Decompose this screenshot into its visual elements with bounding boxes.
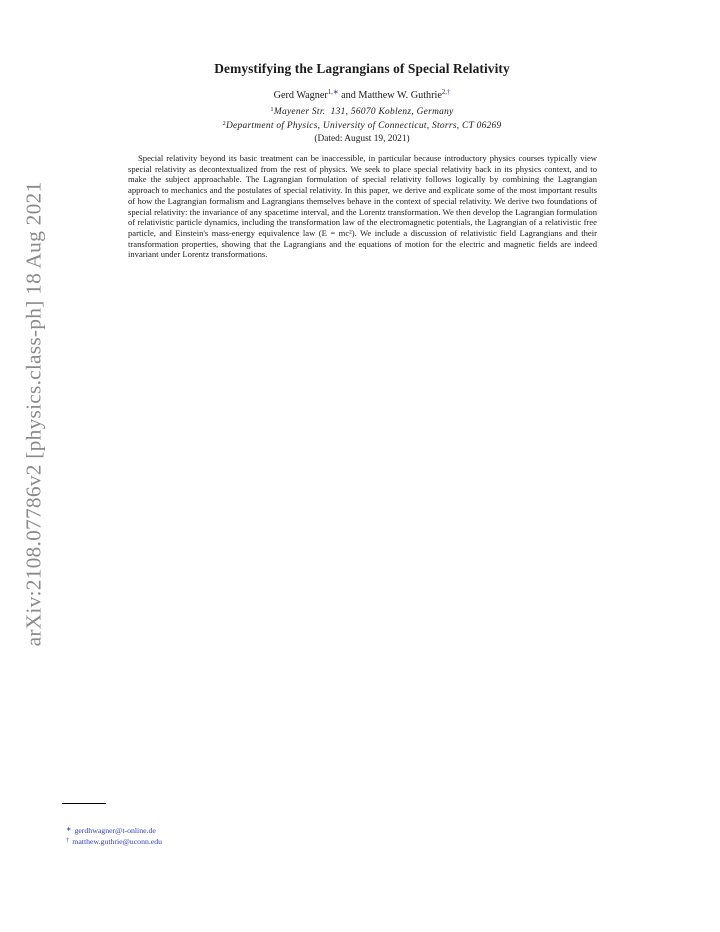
email-link[interactable]: gerdhwagner@t-online.de xyxy=(74,826,156,835)
footnote-divider xyxy=(62,803,106,804)
footnote-mark: ∗ xyxy=(66,826,72,833)
author-separator: and xyxy=(338,90,359,101)
footnote-item xyxy=(66,825,156,835)
email-link[interactable]: matthew.guthrie@uconn.edu xyxy=(72,837,163,846)
arxiv-identifier: arXiv:2108.07786v2 [physics.class-ph] 18 Aug 2021 xyxy=(21,181,46,647)
affiliation-2 xyxy=(0,121,720,131)
affiliation-1 xyxy=(0,107,720,117)
footnote-mark: † xyxy=(66,837,70,844)
affiliation-text: Department of Physics, University of Connecticut, Storrs, CT 06269 xyxy=(225,121,502,131)
author-line xyxy=(0,90,720,101)
dated-line: (Dated: August 19, 2021) xyxy=(314,134,410,144)
footnote-link-star[interactable]: ∗ xyxy=(332,89,339,96)
author-name: Matthew W. Guthrie xyxy=(358,90,442,101)
author-affil-number: 1, xyxy=(327,89,333,96)
affiliation-number: 2 xyxy=(222,120,226,127)
affiliation-text: Mayener Str. 131, 56070 Koblenz, Germany xyxy=(273,107,454,117)
author-name: Gerd Wagner xyxy=(273,90,328,101)
abstract: Special relativity beyond its basic treatment can be inaccessible, in particular because introductory physics courses typically view special relativity as decontextualized from the rest of physics. We seek to place special relativity back in its physics context, and to make the subject approachable. The Lagrangian formulation of special relativity follows logically by combining the Lagrangian approach to mechanics and the postulates of special relativity. In this paper, we derive and explicate some of the most important results of how the Lagrangian formalism and Lagrangians themselves behave in the context of special relativity. We derive two foundations of special relativity: the invariance of any spacetime interval, and the Lorentz transformation. We then develop the Lagrangian formulation of relativistic particle dynamics, including the transformation law of the electromagnetic potentials, the Lagrangian of a relativistic free particle, and Einstein's mass-energy equivalence law (E = mc²). We include a discussion of relativistic field Lagrangians and their transformation properties, showing that the Lagrangians and the equations of motion for the electric and magnetic fields are indeed invariant under Lorentz transformations. xyxy=(128,153,597,260)
arxiv-sidebar-stamp xyxy=(8,181,60,647)
paper-title: Demystifying the Lagrangians of Special Relativity xyxy=(214,61,510,76)
footnote-item xyxy=(66,837,162,846)
affiliation-number: 1 xyxy=(270,106,274,113)
author-affil-number: 2, xyxy=(441,89,447,96)
footnote-link-dagger[interactable]: † xyxy=(446,89,451,96)
